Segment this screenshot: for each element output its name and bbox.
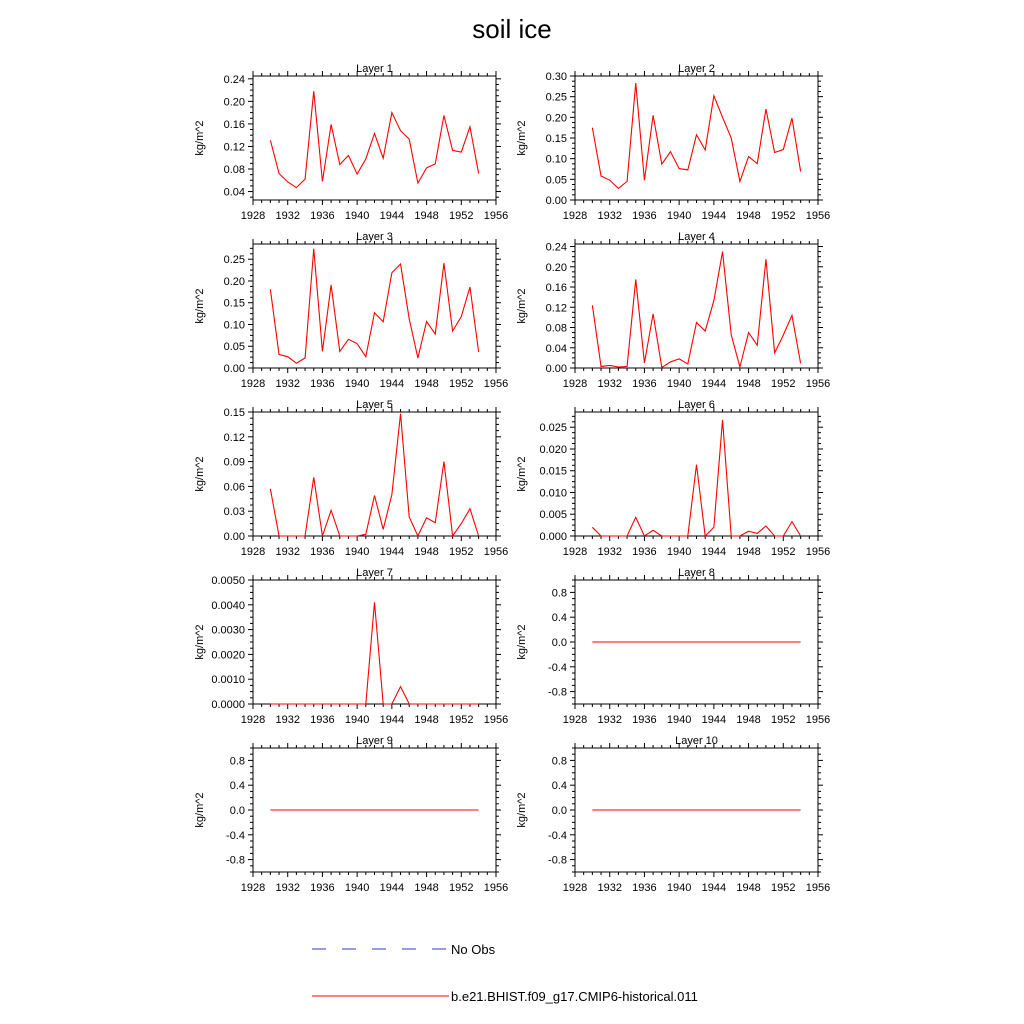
- panel-layer-10: [516, 735, 830, 894]
- x-tick-label: 1944: [701, 882, 727, 894]
- x-tick-label: 1952: [771, 546, 796, 558]
- x-tick-label: 1944: [379, 714, 405, 726]
- y-tick-label: 0.04: [223, 186, 245, 199]
- x-tick-label: 1940: [344, 378, 370, 390]
- panel-layer-2: [516, 63, 830, 222]
- x-tick-label: 1932: [275, 210, 300, 222]
- x-tick-label: 1932: [275, 378, 300, 390]
- x-tick-label: 1948: [414, 210, 439, 222]
- x-tick-label: 1928: [240, 546, 266, 558]
- y-tick-label: 0.4: [229, 780, 245, 793]
- panel-title: Layer 2: [678, 63, 715, 75]
- x-tick-label: 1932: [275, 882, 300, 894]
- x-tick-label: 1928: [240, 882, 266, 894]
- x-tick-label: 1956: [483, 378, 509, 390]
- y-tick-label: 0.4: [551, 780, 567, 793]
- y-tick-label: 0.20: [223, 96, 245, 109]
- plot-frame: [575, 244, 818, 368]
- y-tick-label: 0.06: [223, 481, 245, 494]
- y-tick-label: 0.04: [545, 342, 567, 355]
- x-tick-label: 1944: [701, 546, 727, 558]
- x-tick-label: 1928: [562, 714, 588, 726]
- x-tick-label: 1948: [736, 210, 761, 222]
- x-tick-label: 1956: [805, 378, 831, 390]
- x-tick-label: 1944: [701, 714, 727, 726]
- y-tick-label: 0.015: [539, 465, 567, 478]
- panel-title: Layer 5: [356, 399, 393, 411]
- y-tick-label: 0.0: [229, 805, 245, 817]
- y-tick-label: 0.005: [539, 509, 567, 522]
- x-tick-label: 1952: [449, 546, 474, 558]
- y-tick-label: 0.16: [223, 118, 245, 131]
- x-tick-label: 1952: [449, 210, 474, 222]
- y-tick-label: -0.4: [548, 829, 567, 842]
- y-tick-label: 0.0040: [211, 599, 245, 612]
- panel-layer-1: [194, 63, 508, 222]
- y-tick-label: 0.025: [539, 422, 567, 435]
- x-tick-label: 1956: [805, 882, 831, 894]
- y-tick-label: 0.24: [223, 73, 245, 86]
- legend-label-model: b.e21.BHIST.f09_g17.CMIP6-historical.011: [451, 989, 698, 1004]
- y-tick-label: 0.15: [545, 133, 567, 145]
- x-tick-label: 1940: [666, 714, 692, 726]
- y-tick-label: -0.4: [226, 829, 245, 842]
- x-tick-label: 1940: [666, 882, 692, 894]
- x-tick-label: 1936: [632, 378, 657, 390]
- x-tick-label: 1952: [449, 714, 474, 726]
- panel-layer-9: [194, 735, 508, 894]
- x-tick-label: 1932: [597, 882, 622, 894]
- x-tick-label: 1948: [736, 378, 761, 390]
- plot-frame: [253, 580, 496, 704]
- x-tick-label: 1932: [597, 378, 622, 390]
- y-tick-label: 0.010: [539, 487, 567, 500]
- x-tick-label: 1928: [562, 378, 588, 390]
- plot-frame: [253, 412, 496, 536]
- y-tick-label: -0.8: [226, 854, 245, 867]
- panel-title: Layer 8: [678, 567, 715, 579]
- x-tick-label: 1940: [666, 546, 692, 558]
- y-tick-label: 0.8: [229, 755, 245, 768]
- x-tick-label: 1952: [771, 882, 796, 894]
- y-tick-label: 0.05: [223, 341, 245, 354]
- panel-title: Layer 9: [356, 735, 393, 747]
- series-line: [592, 83, 800, 188]
- panel-layer-7: [194, 567, 508, 726]
- y-tick-label: 0.12: [545, 302, 567, 315]
- y-tick-label: 0.20: [545, 112, 567, 125]
- y-tick-label: 0.15: [223, 407, 245, 419]
- y-tick-label: 0.12: [223, 431, 245, 444]
- y-tick-label: -0.4: [548, 661, 567, 674]
- x-tick-label: 1956: [483, 882, 509, 894]
- x-tick-label: 1956: [483, 546, 509, 558]
- y-tick-label: 0.03: [223, 506, 245, 519]
- panel-title: Layer 6: [678, 399, 715, 411]
- panel-layer-8: [516, 567, 830, 726]
- x-tick-label: 1932: [597, 714, 622, 726]
- y-tick-label: 0.25: [223, 254, 245, 267]
- x-tick-label: 1952: [449, 882, 474, 894]
- y-tick-label: 0.30: [545, 71, 567, 83]
- panel-layer-4: [516, 231, 830, 390]
- panel-layer-6: [516, 399, 830, 558]
- y-tick-label: 0.0: [551, 805, 567, 817]
- y-axis-label: kg/m^2: [516, 288, 528, 324]
- plot-frame: [253, 76, 496, 200]
- series-line: [270, 91, 478, 187]
- x-tick-label: 1956: [805, 210, 831, 222]
- panel-title: Layer 1: [356, 63, 393, 75]
- y-tick-label: 0.00: [545, 363, 567, 375]
- y-tick-label: 0.0050: [211, 575, 245, 587]
- x-tick-label: 1944: [701, 210, 727, 222]
- y-axis-label: kg/m^2: [194, 792, 206, 828]
- x-tick-label: 1948: [414, 882, 439, 894]
- x-tick-label: 1948: [414, 546, 439, 558]
- panel-layer-5: [194, 399, 508, 558]
- y-axis-label: kg/m^2: [194, 624, 206, 660]
- y-tick-label: 0.12: [223, 141, 245, 154]
- y-tick-label: 0.0000: [211, 699, 245, 711]
- y-tick-label: 0.020: [539, 443, 567, 456]
- y-tick-label: -0.8: [548, 854, 567, 867]
- y-axis-label: kg/m^2: [516, 792, 528, 828]
- y-tick-label: 0.0020: [211, 649, 245, 662]
- y-tick-label: 0.10: [545, 153, 567, 166]
- y-tick-label: 0.16: [545, 282, 567, 295]
- y-tick-label: 0.15: [223, 297, 245, 310]
- plot-frame: [253, 244, 496, 368]
- y-tick-label: 0.00: [223, 363, 245, 375]
- x-tick-label: 1944: [379, 378, 405, 390]
- y-axis-label: kg/m^2: [516, 120, 528, 156]
- x-tick-label: 1936: [632, 210, 657, 222]
- y-axis-label: kg/m^2: [194, 456, 206, 492]
- y-tick-label: 0.08: [545, 322, 567, 335]
- x-tick-label: 1948: [414, 714, 439, 726]
- y-tick-label: 0.00: [223, 531, 245, 543]
- y-tick-label: 0.8: [551, 587, 567, 600]
- x-tick-label: 1956: [805, 714, 831, 726]
- series-line: [592, 420, 800, 536]
- plot-frame: [575, 412, 818, 536]
- y-axis-label: kg/m^2: [194, 288, 206, 324]
- x-tick-label: 1936: [310, 378, 335, 390]
- x-tick-label: 1940: [666, 378, 692, 390]
- x-tick-label: 1956: [483, 210, 509, 222]
- x-tick-label: 1932: [597, 546, 622, 558]
- panel-title: Layer 4: [678, 231, 715, 243]
- x-tick-label: 1948: [736, 714, 761, 726]
- x-tick-label: 1928: [562, 210, 588, 222]
- x-tick-label: 1940: [344, 714, 370, 726]
- y-tick-label: 0.24: [545, 241, 567, 254]
- x-tick-label: 1936: [632, 714, 657, 726]
- x-tick-label: 1928: [240, 714, 266, 726]
- chart-title: soil ice: [472, 14, 552, 44]
- x-tick-label: 1932: [597, 210, 622, 222]
- y-tick-label: -0.8: [548, 686, 567, 699]
- series-line: [270, 249, 478, 363]
- y-tick-label: 0.000: [539, 531, 567, 543]
- x-tick-label: 1948: [736, 546, 761, 558]
- panel-title: Layer 10: [675, 735, 718, 747]
- y-tick-label: 0.20: [545, 261, 567, 274]
- y-tick-label: 0.25: [545, 91, 567, 104]
- series-line: [270, 602, 478, 704]
- x-tick-label: 1932: [275, 546, 300, 558]
- y-axis-label: kg/m^2: [516, 624, 528, 660]
- y-tick-label: 0.0010: [211, 674, 245, 687]
- x-tick-label: 1944: [379, 210, 405, 222]
- y-tick-label: 0.10: [223, 319, 245, 332]
- x-tick-label: 1948: [414, 378, 439, 390]
- series-line: [270, 414, 478, 536]
- y-tick-label: 0.8: [551, 755, 567, 768]
- legend-label-obs: No Obs: [451, 942, 496, 957]
- x-tick-label: 1944: [701, 378, 727, 390]
- x-tick-label: 1928: [562, 882, 588, 894]
- x-tick-label: 1936: [310, 546, 335, 558]
- x-tick-label: 1940: [666, 210, 692, 222]
- y-tick-label: 0.0: [551, 637, 567, 649]
- y-axis-label: kg/m^2: [516, 456, 528, 492]
- panel-title: Layer 3: [356, 231, 393, 243]
- y-tick-label: 0.4: [551, 612, 567, 625]
- x-tick-label: 1940: [344, 210, 370, 222]
- y-tick-label: 0.0030: [211, 624, 245, 637]
- x-tick-label: 1928: [562, 546, 588, 558]
- panel-title: Layer 7: [356, 567, 393, 579]
- x-tick-label: 1940: [344, 882, 370, 894]
- series-line: [592, 252, 800, 368]
- y-axis-label: kg/m^2: [194, 120, 206, 156]
- x-tick-label: 1936: [310, 210, 335, 222]
- y-tick-label: 0.05: [545, 174, 567, 187]
- x-tick-label: 1936: [632, 546, 657, 558]
- y-tick-label: 0.20: [223, 275, 245, 288]
- x-tick-label: 1952: [771, 714, 796, 726]
- x-tick-label: 1944: [379, 882, 405, 894]
- x-tick-label: 1944: [379, 546, 405, 558]
- y-tick-label: 0.09: [223, 456, 245, 469]
- panel-layer-3: [194, 231, 508, 390]
- x-tick-label: 1928: [240, 210, 266, 222]
- x-tick-label: 1952: [771, 378, 796, 390]
- x-tick-label: 1952: [771, 210, 796, 222]
- x-tick-label: 1936: [632, 882, 657, 894]
- x-tick-label: 1936: [310, 714, 335, 726]
- y-tick-label: 0.00: [545, 195, 567, 207]
- x-tick-label: 1940: [344, 546, 370, 558]
- x-tick-label: 1952: [449, 378, 474, 390]
- x-tick-label: 1932: [275, 714, 300, 726]
- x-tick-label: 1956: [805, 546, 831, 558]
- x-tick-label: 1928: [240, 378, 266, 390]
- y-tick-label: 0.08: [223, 164, 245, 176]
- x-tick-label: 1936: [310, 882, 335, 894]
- x-tick-label: 1956: [483, 714, 509, 726]
- x-tick-label: 1948: [736, 882, 761, 894]
